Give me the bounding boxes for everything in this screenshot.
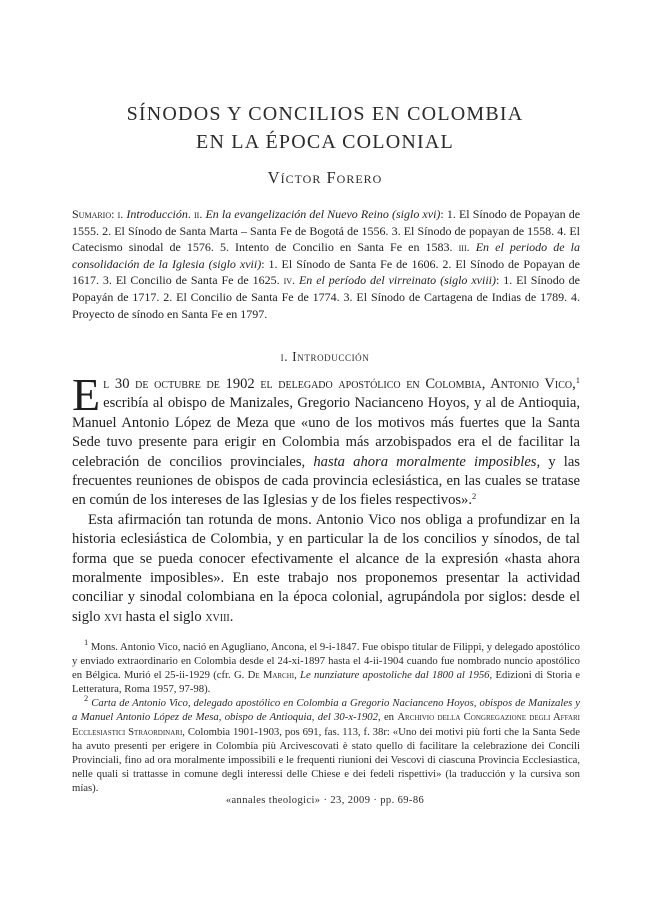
summary-abstract (72, 206, 580, 322)
footnote-number: 1 (84, 637, 89, 647)
footnote-ref-2[interactable]: 2 (472, 491, 477, 502)
paragraph-text: , y las frecuentes reuniones de obispos de cada provincia eclesiástica, en las cuales se tratase en común de los intereses de las Iglesias y de los fieles respectivos». (72, 453, 580, 509)
summary-text: : 1. El Sínodo de Popayan de 1555. 2. El Sínodo de Santa Marta – Santa Fe de Bogotá de 1556. 3. El Sínodo de popayan de 1558. 4. El Catecismo sinodal de 1576. 5. Intento de Concilio en Santa Fe en 1583. (72, 207, 581, 255)
footnote-1 (72, 637, 580, 696)
footnote-ref-1[interactable]: 1 (575, 375, 580, 385)
paragraph-text: l 30 de octubre de 1902 el delegado apostólico en Colombia, Antonio Vico, (103, 376, 576, 392)
paragraph-text: escribía al obispo de Manizales, Gregorio Nacianceno Hoyos, y al de Antioquia, Manuel Antonio López de Meza que «uno de los motivos más fuertes que la Santa Sede tuvo presente para erigir en Colombia más arzobispados era el de facilitar la celebración de concilios provinciales, (72, 395, 580, 470)
paragraph-text: . (229, 608, 234, 625)
summary-section-title: En el período del virreinato (siglo xviii) (298, 273, 496, 288)
century-numeral: xvi (104, 608, 122, 625)
footnote-number: 2 (84, 693, 89, 704)
footnote-author: De Marchi (247, 669, 295, 682)
summary-section-title: En el periodo de la consolidación de la Iglesia (siglo xvii) (72, 240, 580, 271)
footnote-text: , (294, 669, 301, 682)
footnote-work-title: Le nunziature apostoliche dal 1800 al 1956 (300, 669, 490, 682)
summary-section-number: iv. (283, 273, 299, 288)
summary-text: : (111, 207, 118, 221)
paragraph-text: Esta afirmación tan rotunda de mons. Antonio Vico nos obliga a profundizar en la historia eclesiástica de Colombia, y en particular la de los concilios y sínodos, de tal forma que se pueda conocer efectivamente el alcance de la expresión «hasta ahora moralmente imposibles». En este trabajo nos proponemos presentar la actividad conciliar y sinodal colombiana en la época colonial, agrupándola por siglos: desde el siglo (72, 511, 580, 625)
footnote-text: Mons. Antonio Vico, nació en Agugliano, Ancona, el 9-i-1847. Fue obispo titular de Filippi, y delegado apostólico y enviado extraordinario en Colombia desde el 24-xi-1897 hasta el 4-ii-1904 cuando fue nombrado nuncio apostólico en Bélgica. Murió el 25-ii-1929 (cfr. G. (72, 641, 580, 682)
article-title-line-1: SÍNODOS Y CONCILIOS EN COLOMBIA (126, 103, 524, 125)
paragraph-text: hasta el siglo (121, 608, 206, 625)
paragraph-2 (72, 511, 580, 627)
section-heading: i. Introducción (280, 349, 370, 364)
summary-section-title: En la evangelización del Nuevo Reino (siglo xvi) (205, 207, 441, 221)
summary-section-number: iii. (458, 240, 476, 255)
footnote-text: , en (378, 711, 398, 724)
century-numeral: xviii (205, 608, 230, 625)
footnote-text: , Edizioni di Storia e Letteratura, Roma 1957, 97-98). (72, 669, 580, 696)
body-text (72, 369, 580, 627)
summary-label: Sumario (72, 207, 112, 221)
author-name: Víctor Forero (267, 168, 383, 187)
summary-text: : 1. El Sínodo de Popayán de 1717. 2. El Concilio de Santa Fe de 1774. 3. El Sínodo de Cartagena de Indias de 1789. 4. Proyecto de sínodo en Santa Fe en 1797. (72, 273, 580, 321)
article-title-line-2: EN LA ÉPOCA COLONIAL (196, 131, 454, 153)
footnote-2 (72, 693, 581, 795)
footnote-archive: Archivio della Congregazione degli Affari Ecclesiastici Straordinari (72, 711, 581, 738)
footnote-letter-title: Carta de Antonio Vico, delegado apostólico en Colombia a Gregorio Nacianceno Hoyos, obispos de Manizales y a Manuel Antonio López de Mesa, obispo de Antioquia, del 30-x-1902 (72, 697, 580, 724)
summary-section-title: Introducción (126, 207, 188, 221)
summary-text: : 1. El Sínodo de Santa Fe de 1606. 2. El Sínodo de Popayan de 1617. 3. El Concilio de Santa Fe de 1625. (72, 256, 581, 288)
journal-footer: «annales theologici» · 23, 2009 · pp. 69-86 (225, 795, 425, 806)
footnotes (72, 637, 581, 795)
footnote-text: , Colombia 1901-1903, pos 691, fas. 113, f. 38r: «Uno dei motivi più forti che la Santa Sede ha avuto presenti per erigere in Colombia più Arcivescovati è stato quello di facilitare la celebrazione dei Concili Provinciali, fino ad ora moralmente impossibili e le frequenti riunioni dei Vescovi di ciascuna Provincia Ecclesiastica, nelle quali si trattasse in comune degli interessi delle Chiese e dei fedeli rispettivi» (la traducción y la cursiva son mías). (72, 725, 580, 794)
paragraph-1 (72, 369, 580, 511)
summary-text: . (187, 207, 194, 221)
emphasis-text: hasta ahora moralmente imposibles (313, 453, 537, 470)
summary-section-number: ii. (194, 207, 206, 221)
summary-section-number: i. (117, 207, 127, 221)
drop-cap: E (72, 369, 101, 420)
